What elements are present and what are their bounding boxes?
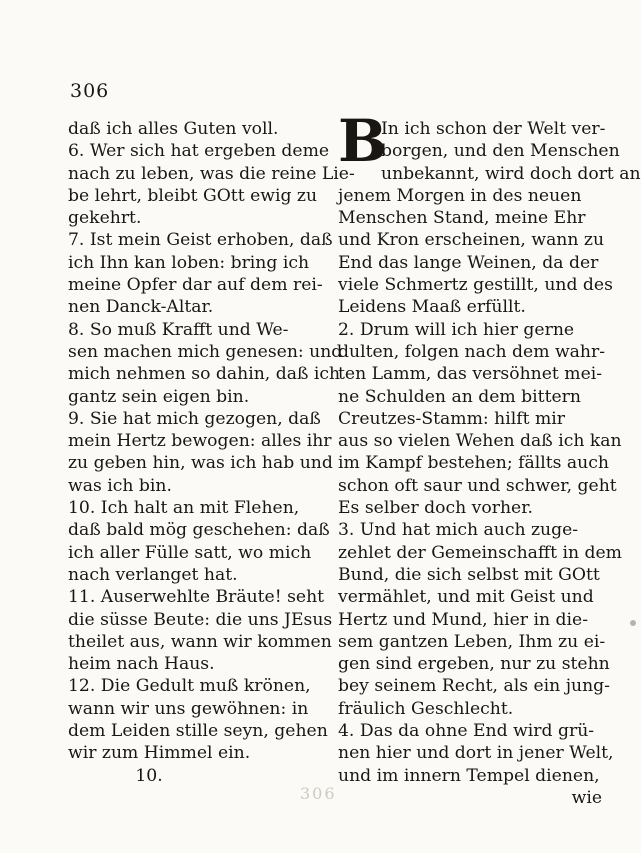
text-line: gekehrt. xyxy=(68,208,142,229)
text-line: dulten, folgen nach dem wahr- xyxy=(338,341,606,362)
text-line: unbekannt, wird doch dort an xyxy=(381,163,641,184)
text-line: und Kron erscheinen, wann zu xyxy=(338,230,605,251)
text-line: viele Schmertz gestillt, und des xyxy=(338,275,613,296)
text-line: sen machen mich genesen: und xyxy=(68,341,343,362)
text-line: fräulich Geschlecht. xyxy=(338,698,514,719)
text-line: be lehrt, bleibt GOtt ewig zu xyxy=(68,185,318,206)
text-line: dem Leiden stille seyn, gehen xyxy=(68,721,328,742)
text-line: Hertz und Mund, hier in die- xyxy=(338,609,588,630)
text-line: zu geben hin, was ich hab und xyxy=(68,453,333,474)
text-line: End das lange Weinen, da der xyxy=(338,252,599,273)
text-line: Creutzes-Stamm: hilft mir xyxy=(338,408,565,429)
text-line: 12. Die Gedult muß krönen, xyxy=(68,676,311,697)
text-line: nach verlanget hat. xyxy=(68,564,238,585)
text-line: nach zu leben, was die reine Lie- xyxy=(68,163,355,184)
right-column xyxy=(338,107,641,809)
catchword: wie xyxy=(571,787,602,808)
text-line: 7. Ist mein Geist erhoben, daß xyxy=(68,230,333,251)
text-line: 2. Drum will ich hier gerne xyxy=(338,319,575,340)
text-line: ich Ihn kan loben: bring ich xyxy=(68,252,310,273)
text-line: nen hier und dort in jener Welt, xyxy=(338,743,614,764)
text-line: 11. Auserwehlte Bräute! seht xyxy=(68,587,325,608)
text-line: 10. Ich halt an mit Flehen, xyxy=(68,498,300,519)
page-number: 306 xyxy=(70,80,110,102)
text-line: 9. Sie hat mich gezogen, daß xyxy=(68,408,321,429)
text-line: 6. Wer sich hat ergeben deme xyxy=(68,141,330,162)
text-line: theilet aus, wann wir kommen xyxy=(68,631,332,652)
paper-mark xyxy=(630,620,636,626)
text-line: mich nehmen so dahin, daß ich xyxy=(68,364,341,385)
text-line: was ich bin. xyxy=(68,475,172,496)
text-line: ich aller Fülle satt, wo mich xyxy=(68,542,312,563)
text-line: heim nach Haus. xyxy=(68,654,215,675)
left-column xyxy=(68,118,355,787)
text-line: meine Opfer dar auf dem rei- xyxy=(68,275,323,296)
text-line: jenem Morgen in des neuen xyxy=(338,185,582,206)
text-line: daß bald mög geschehen: daß xyxy=(68,520,330,541)
text-line: 4. Das da ohne End wird grü- xyxy=(338,721,595,742)
text-line: In ich schon der Welt ver- xyxy=(381,119,606,139)
text-line: nen Danck-Altar. xyxy=(68,297,214,318)
text-line: aus so vielen Wehen daß ich kan xyxy=(338,431,622,452)
text-line: daß ich alles Guten voll. xyxy=(68,119,279,139)
text-line: Es selber doch vorher. xyxy=(338,498,533,519)
text-line: schon oft saur und schwer, geht xyxy=(338,475,617,496)
bleed-through-text: 306 xyxy=(300,784,337,803)
text-line: bey seinem Recht, als ein jung- xyxy=(338,676,610,697)
text-line: gantz sein eigen bin. xyxy=(68,386,250,407)
text-line: vermählet, und mit Geist und xyxy=(338,587,594,608)
text-line: ten Lamm, das versöhnet mei- xyxy=(338,364,603,385)
text-line: mein Hertz bewogen: alles ihr xyxy=(68,431,332,452)
drop-cap-initial: B xyxy=(338,107,388,175)
text-line: ne Schulden an dem bittern xyxy=(338,386,581,407)
text-line: Leidens Maaß erfüllt. xyxy=(338,297,526,318)
text-line: Menschen Stand, meine Ehr xyxy=(338,208,586,229)
text-line: im Kampf bestehen; fällts auch xyxy=(338,453,609,474)
text-line: und im innern Tempel dienen, xyxy=(338,765,600,786)
text-line: gen sind ergeben, nur zu stehn xyxy=(338,654,610,675)
text-line: Bund, die sich selbst mit GOtt xyxy=(338,564,600,585)
text-line: die süsse Beute: die uns JEsus xyxy=(68,609,333,630)
text-line: wir zum Himmel ein. xyxy=(68,743,251,764)
catchword: 10. xyxy=(135,765,163,786)
text-line: borgen, und den Menschen xyxy=(381,141,620,162)
text-line: sem gantzen Leben, Ihm zu ei- xyxy=(338,631,606,652)
text-line: zehlet der Gemeinschafft in dem xyxy=(338,542,622,563)
text-line: 3. Und hat mich auch zuge- xyxy=(338,520,579,541)
text-line: wann wir uns gewöhnen: in xyxy=(68,698,309,719)
text-line: 8. So muß Krafft und We- xyxy=(68,319,289,340)
